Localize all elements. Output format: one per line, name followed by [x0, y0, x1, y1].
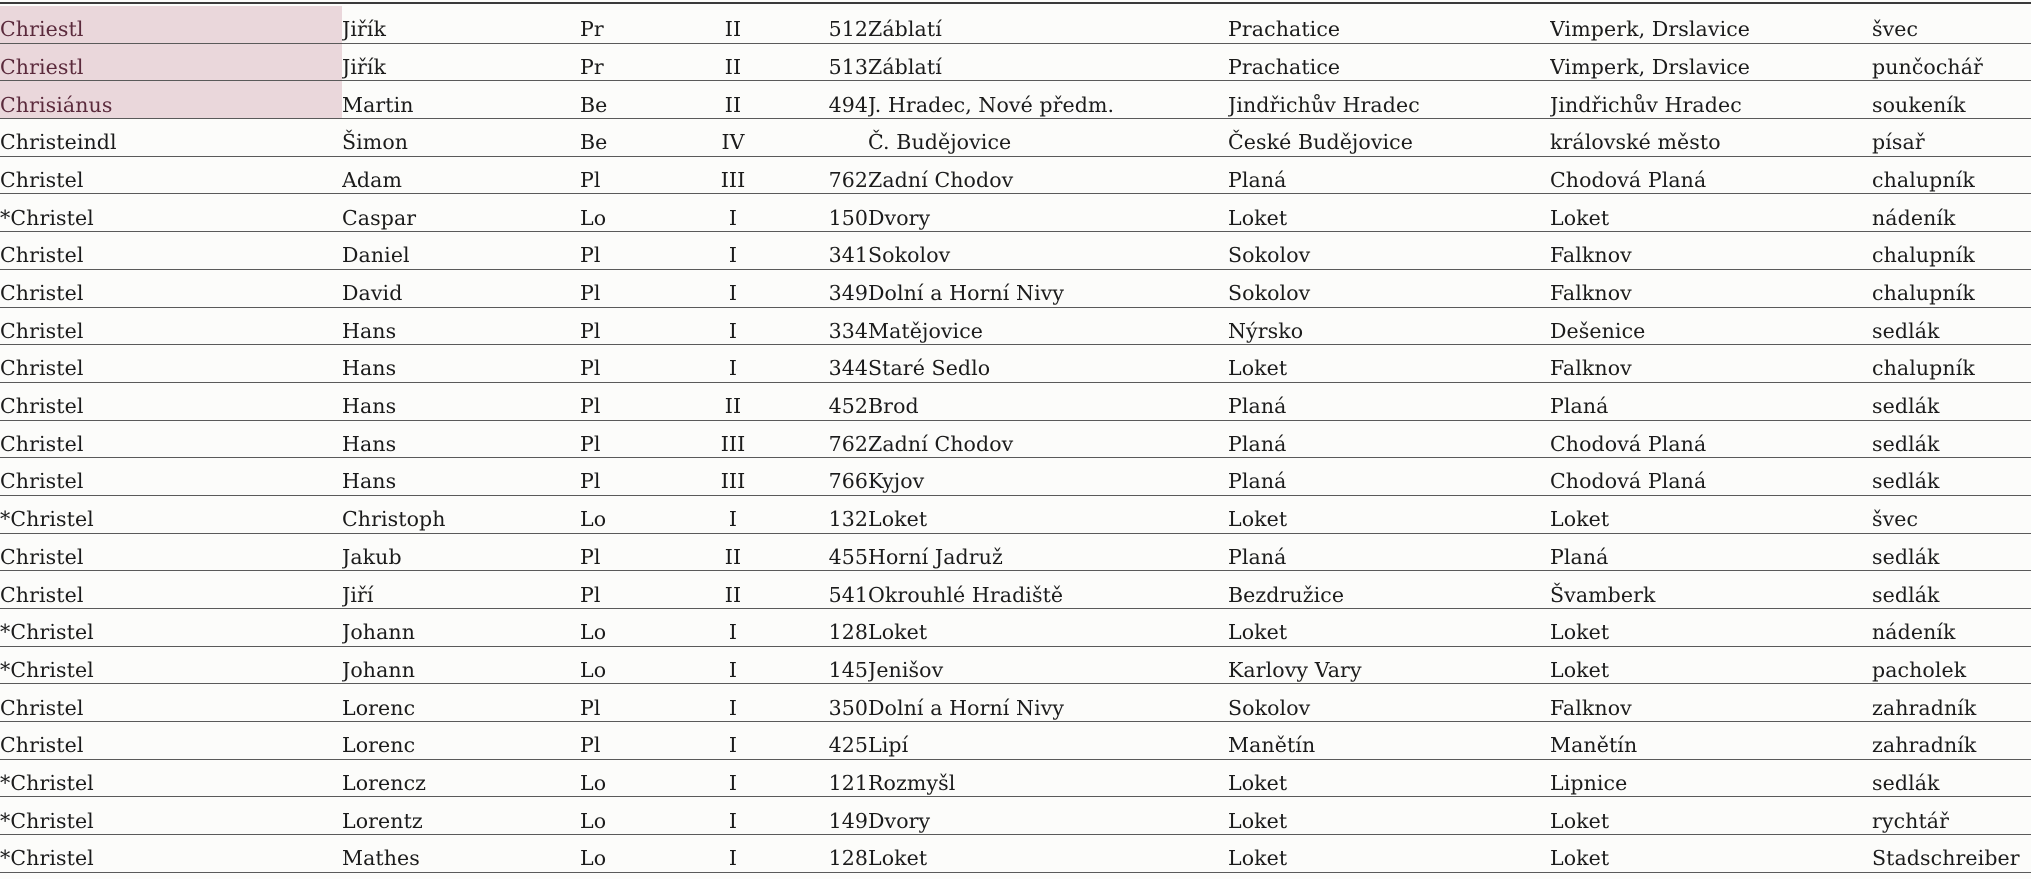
occupation-cell: švec — [1872, 495, 2031, 533]
surname-cell: Christel — [0, 420, 342, 458]
district-cell: Sokolov — [1228, 232, 1550, 270]
given-name-cell: Adam — [342, 156, 580, 194]
estate-cell: Falknov — [1550, 684, 1872, 722]
page-cell: 541 — [768, 571, 868, 609]
region-cell: Lo — [580, 797, 698, 835]
given-name-cell: Hans — [342, 307, 580, 345]
estate-cell: Chodová Planá — [1550, 420, 1872, 458]
page-cell: 512 — [768, 6, 868, 43]
table-row — [0, 345, 2031, 383]
page-cell: 766 — [768, 458, 868, 496]
occupation-cell: chalupník — [1872, 156, 2031, 194]
given-name-cell: Hans — [342, 345, 580, 383]
volume-cell: I — [698, 722, 768, 760]
place-cell: Dvory — [868, 194, 1228, 232]
estate-cell: Loket — [1550, 835, 1872, 873]
occupation-cell: sedlák — [1872, 571, 2031, 609]
table-row — [0, 533, 2031, 571]
region-cell: Pl — [580, 420, 698, 458]
occupation-cell: chalupník — [1872, 269, 2031, 307]
volume-cell: III — [698, 420, 768, 458]
place-cell: J. Hradec, Nové předm. — [868, 81, 1228, 119]
volume-cell: I — [698, 646, 768, 684]
page-cell: 128 — [768, 609, 868, 647]
surname-cell: Chrisiánus — [0, 81, 342, 119]
page-cell: 149 — [768, 797, 868, 835]
occupation-cell: nádeník — [1872, 609, 2031, 647]
estate-cell: Jindřichův Hradec — [1550, 81, 1872, 119]
table-row — [0, 43, 2031, 81]
table-row — [0, 6, 2031, 43]
volume-cell: I — [698, 232, 768, 270]
region-cell: Be — [580, 81, 698, 119]
surname-cell: Christel — [0, 722, 342, 760]
occupation-cell: rychtář — [1872, 797, 2031, 835]
surname-cell: *Christel — [0, 646, 342, 684]
volume-cell: I — [698, 609, 768, 647]
volume-cell: I — [698, 835, 768, 873]
region-cell: Be — [580, 119, 698, 157]
occupation-cell: chalupník — [1872, 345, 2031, 383]
region-cell: Lo — [580, 495, 698, 533]
district-cell: Sokolov — [1228, 684, 1550, 722]
given-name-cell: Lorentz — [342, 797, 580, 835]
given-name-cell: Šimon — [342, 119, 580, 157]
given-name-cell: Jiří — [342, 571, 580, 609]
place-cell: Brod — [868, 382, 1228, 420]
district-cell: Loket — [1228, 759, 1550, 797]
district-cell: Nýrsko — [1228, 307, 1550, 345]
district-cell: Loket — [1228, 345, 1550, 383]
place-cell: Loket — [868, 609, 1228, 647]
region-cell: Pl — [580, 382, 698, 420]
occupation-cell: sedlák — [1872, 759, 2031, 797]
estate-cell: Planá — [1550, 533, 1872, 571]
district-cell: Karlovy Vary — [1228, 646, 1550, 684]
place-cell: Kyjov — [868, 458, 1228, 496]
place-cell: Okrouhlé Hradiště — [868, 571, 1228, 609]
estate-cell: Planá — [1550, 382, 1872, 420]
estate-cell: Dešenice — [1550, 307, 1872, 345]
estate-cell: Loket — [1550, 194, 1872, 232]
given-name-cell: Hans — [342, 382, 580, 420]
district-cell: Planá — [1228, 382, 1550, 420]
page-cell: 349 — [768, 269, 868, 307]
given-name-cell: Daniel — [342, 232, 580, 270]
district-cell: Prachatice — [1228, 43, 1550, 81]
table-row — [0, 684, 2031, 722]
volume-cell: I — [698, 345, 768, 383]
district-cell: Manětín — [1228, 722, 1550, 760]
place-cell: Zadní Chodov — [868, 156, 1228, 194]
volume-cell: II — [698, 533, 768, 571]
given-name-cell: Lorenc — [342, 722, 580, 760]
table-row — [0, 119, 2031, 157]
table-row — [0, 722, 2031, 760]
surname-cell: Chriestl — [0, 6, 342, 43]
table-row — [0, 232, 2031, 270]
given-name-cell: Jiřík — [342, 6, 580, 43]
place-cell: Matějovice — [868, 307, 1228, 345]
estate-cell: Falknov — [1550, 345, 1872, 383]
volume-cell: II — [698, 81, 768, 119]
district-cell: Planá — [1228, 533, 1550, 571]
region-cell: Lo — [580, 194, 698, 232]
place-cell: Rozmyšl — [868, 759, 1228, 797]
page-cell: 494 — [768, 81, 868, 119]
occupation-cell: zahradník — [1872, 722, 2031, 760]
volume-cell: I — [698, 269, 768, 307]
volume-cell: II — [698, 571, 768, 609]
surname-cell: Chriestl — [0, 43, 342, 81]
place-cell: Č. Budějovice — [868, 119, 1228, 157]
district-cell: Loket — [1228, 835, 1550, 873]
given-name-cell: Martin — [342, 81, 580, 119]
district-cell: Planá — [1228, 156, 1550, 194]
region-cell: Pr — [580, 6, 698, 43]
page-cell: 341 — [768, 232, 868, 270]
table-row — [0, 759, 2031, 797]
region-cell: Pl — [580, 684, 698, 722]
page-cell: 334 — [768, 307, 868, 345]
district-cell: Planá — [1228, 458, 1550, 496]
page-cell: 452 — [768, 382, 868, 420]
given-name-cell: Jiřík — [342, 43, 580, 81]
surname-cell: Christel — [0, 533, 342, 571]
occupation-cell: sedlák — [1872, 533, 2031, 571]
district-cell: Loket — [1228, 609, 1550, 647]
surname-cell: Christel — [0, 232, 342, 270]
top-rule — [0, 2, 2031, 4]
district-cell: Sokolov — [1228, 269, 1550, 307]
estate-cell: Chodová Planá — [1550, 156, 1872, 194]
region-cell: Lo — [580, 609, 698, 647]
region-cell: Lo — [580, 835, 698, 873]
given-name-cell: Johann — [342, 646, 580, 684]
volume-cell: II — [698, 43, 768, 81]
volume-cell: I — [698, 759, 768, 797]
given-name-cell: Lorenc — [342, 684, 580, 722]
given-name-cell: Johann — [342, 609, 580, 647]
volume-cell: II — [698, 6, 768, 43]
occupation-cell: sedlák — [1872, 420, 2031, 458]
surname-cell: Christel — [0, 307, 342, 345]
page-cell: 455 — [768, 533, 868, 571]
surname-cell: Christel — [0, 571, 342, 609]
district-cell: České Budějovice — [1228, 119, 1550, 157]
volume-cell: III — [698, 156, 768, 194]
estate-cell: Manětín — [1550, 722, 1872, 760]
given-name-cell: David — [342, 269, 580, 307]
given-name-cell: Caspar — [342, 194, 580, 232]
place-cell: Dolní a Horní Nivy — [868, 684, 1228, 722]
occupation-cell: chalupník — [1872, 232, 2031, 270]
page-cell: 762 — [768, 156, 868, 194]
place-cell: Staré Sedlo — [868, 345, 1228, 383]
given-name-cell: Hans — [342, 420, 580, 458]
page-cell: 150 — [768, 194, 868, 232]
place-cell: Dolní a Horní Nivy — [868, 269, 1228, 307]
estate-cell: Loket — [1550, 646, 1872, 684]
page-cell: 128 — [768, 835, 868, 873]
occupation-cell: zahradník — [1872, 684, 2031, 722]
given-name-cell: Jakub — [342, 533, 580, 571]
region-cell: Pl — [580, 345, 698, 383]
table-row — [0, 382, 2031, 420]
region-cell: Pl — [580, 232, 698, 270]
estate-cell: Švamberk — [1550, 571, 1872, 609]
table-row — [0, 495, 2031, 533]
estate-cell: Falknov — [1550, 232, 1872, 270]
surname-cell: *Christel — [0, 835, 342, 873]
surname-cell: *Christel — [0, 759, 342, 797]
region-cell: Pl — [580, 307, 698, 345]
district-cell: Planá — [1228, 420, 1550, 458]
occupation-cell: písař — [1872, 119, 2031, 157]
table-row — [0, 797, 2031, 835]
page-cell: 132 — [768, 495, 868, 533]
place-cell: Horní Jadruž — [868, 533, 1228, 571]
estate-cell: Chodová Planá — [1550, 458, 1872, 496]
surname-cell: *Christel — [0, 194, 342, 232]
table-row — [0, 835, 2031, 873]
given-name-cell: Christoph — [342, 495, 580, 533]
estate-cell: Loket — [1550, 797, 1872, 835]
surname-cell: Christel — [0, 382, 342, 420]
estate-cell: Loket — [1550, 495, 1872, 533]
occupation-cell: soukeník — [1872, 81, 2031, 119]
district-cell: Bezdružice — [1228, 571, 1550, 609]
place-cell: Sokolov — [868, 232, 1228, 270]
surname-cell: *Christel — [0, 609, 342, 647]
surname-cell: *Christel — [0, 797, 342, 835]
estate-cell: Vimperk, Drslavice — [1550, 43, 1872, 81]
place-cell: Záblatí — [868, 6, 1228, 43]
place-cell: Dvory — [868, 797, 1228, 835]
volume-cell: III — [698, 458, 768, 496]
place-cell: Lipí — [868, 722, 1228, 760]
place-cell: Záblatí — [868, 43, 1228, 81]
district-cell: Loket — [1228, 194, 1550, 232]
region-cell: Pl — [580, 571, 698, 609]
table-row — [0, 269, 2031, 307]
volume-cell: I — [698, 194, 768, 232]
place-cell: Jenišov — [868, 646, 1228, 684]
occupation-cell: sedlák — [1872, 458, 2031, 496]
register-table — [0, 6, 2031, 873]
page-cell: 762 — [768, 420, 868, 458]
table-row — [0, 646, 2031, 684]
volume-cell: I — [698, 307, 768, 345]
occupation-cell: pacholek — [1872, 646, 2031, 684]
table-row — [0, 307, 2031, 345]
volume-cell: I — [698, 495, 768, 533]
surname-cell: Christel — [0, 156, 342, 194]
table-row — [0, 420, 2031, 458]
region-cell: Pl — [580, 156, 698, 194]
given-name-cell: Mathes — [342, 835, 580, 873]
place-cell: Loket — [868, 495, 1228, 533]
occupation-cell: švec — [1872, 6, 2031, 43]
region-cell: Lo — [580, 646, 698, 684]
page-cell — [768, 119, 868, 157]
surname-cell: Christel — [0, 684, 342, 722]
volume-cell: II — [698, 382, 768, 420]
given-name-cell: Lorencz — [342, 759, 580, 797]
region-cell: Pl — [580, 533, 698, 571]
table-row — [0, 156, 2031, 194]
surname-cell: Christeindl — [0, 119, 342, 157]
page-cell: 121 — [768, 759, 868, 797]
table-row — [0, 609, 2031, 647]
region-cell: Pl — [580, 458, 698, 496]
estate-cell: královské město — [1550, 119, 1872, 157]
given-name-cell: Hans — [342, 458, 580, 496]
page-cell: 425 — [768, 722, 868, 760]
region-cell: Pl — [580, 269, 698, 307]
occupation-cell: Stadschreiber — [1872, 835, 2031, 873]
volume-cell: I — [698, 797, 768, 835]
surname-cell: Christel — [0, 345, 342, 383]
region-cell: Pl — [580, 722, 698, 760]
page-cell: 344 — [768, 345, 868, 383]
estate-cell: Vimperk, Drslavice — [1550, 6, 1872, 43]
surname-cell: Christel — [0, 269, 342, 307]
table-row — [0, 571, 2031, 609]
occupation-cell: sedlák — [1872, 307, 2031, 345]
volume-cell: IV — [698, 119, 768, 157]
page-cell: 513 — [768, 43, 868, 81]
district-cell: Loket — [1228, 495, 1550, 533]
volume-cell: I — [698, 684, 768, 722]
page-cell: 145 — [768, 646, 868, 684]
surname-cell: *Christel — [0, 495, 342, 533]
estate-cell: Loket — [1550, 609, 1872, 647]
occupation-cell: punčochář — [1872, 43, 2031, 81]
region-cell: Lo — [580, 759, 698, 797]
page-cell: 350 — [768, 684, 868, 722]
region-cell: Pr — [580, 43, 698, 81]
estate-cell: Falknov — [1550, 269, 1872, 307]
district-cell: Jindřichův Hradec — [1228, 81, 1550, 119]
district-cell: Prachatice — [1228, 6, 1550, 43]
estate-cell: Lipnice — [1550, 759, 1872, 797]
surname-cell: Christel — [0, 458, 342, 496]
occupation-cell: nádeník — [1872, 194, 2031, 232]
table-row — [0, 81, 2031, 119]
place-cell: Zadní Chodov — [868, 420, 1228, 458]
district-cell: Loket — [1228, 797, 1550, 835]
table-row — [0, 458, 2031, 496]
register-rows — [0, 6, 2031, 872]
table-row — [0, 194, 2031, 232]
occupation-cell: sedlák — [1872, 382, 2031, 420]
place-cell: Loket — [868, 835, 1228, 873]
